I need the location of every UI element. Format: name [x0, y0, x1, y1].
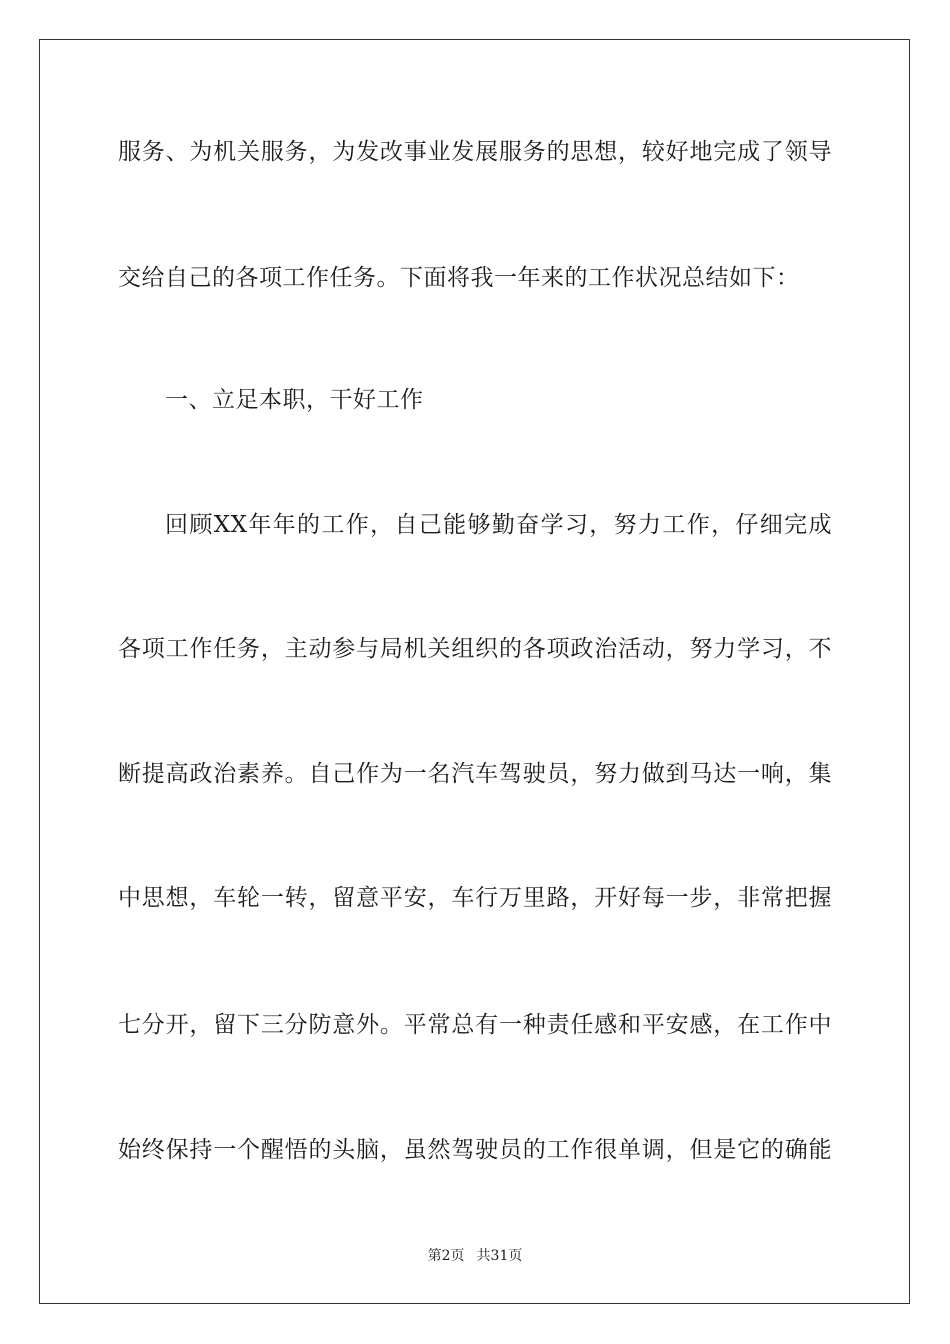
text-line-2: 交给自己的各项工作任务。下面将我一年来的工作状况总结如下： — [118, 265, 800, 291]
text-line-4: 回顾XX年年的工作，自己能够勤奋学习，努力工作，仔细完成 — [165, 512, 832, 538]
text-line-5: 各项工作任务，主动参与局机关组织的各项政治活动，努力学习，不 — [118, 636, 832, 662]
text-line-9: 始终保持一个醒悟的头脑，虽然驾驶员的工作很单调，但是它的确能 — [118, 1137, 832, 1163]
section-heading: 一、立足本职，干好工作 — [165, 387, 424, 413]
page-border — [39, 39, 910, 1304]
page-total: 共31页 — [476, 1248, 523, 1264]
text-line-7: 中思想，车轮一转，留意平安，车行万里路，开好每一步，非常把握 — [118, 885, 832, 911]
page-footer — [0, 1247, 950, 1265]
text-line-6: 断提高政治素养。自己作为一名汽车驾驶员，努力做到马达一响，集 — [118, 761, 832, 787]
text-line-1: 服务、为机关服务，为发改事业发展服务的思想，较好地完成了领导 — [118, 139, 832, 165]
page-number: 第2页 — [427, 1248, 465, 1264]
text-line-8: 七分开，留下三分防意外。平常总有一种责任感和平安感，在工作中 — [118, 1012, 832, 1038]
